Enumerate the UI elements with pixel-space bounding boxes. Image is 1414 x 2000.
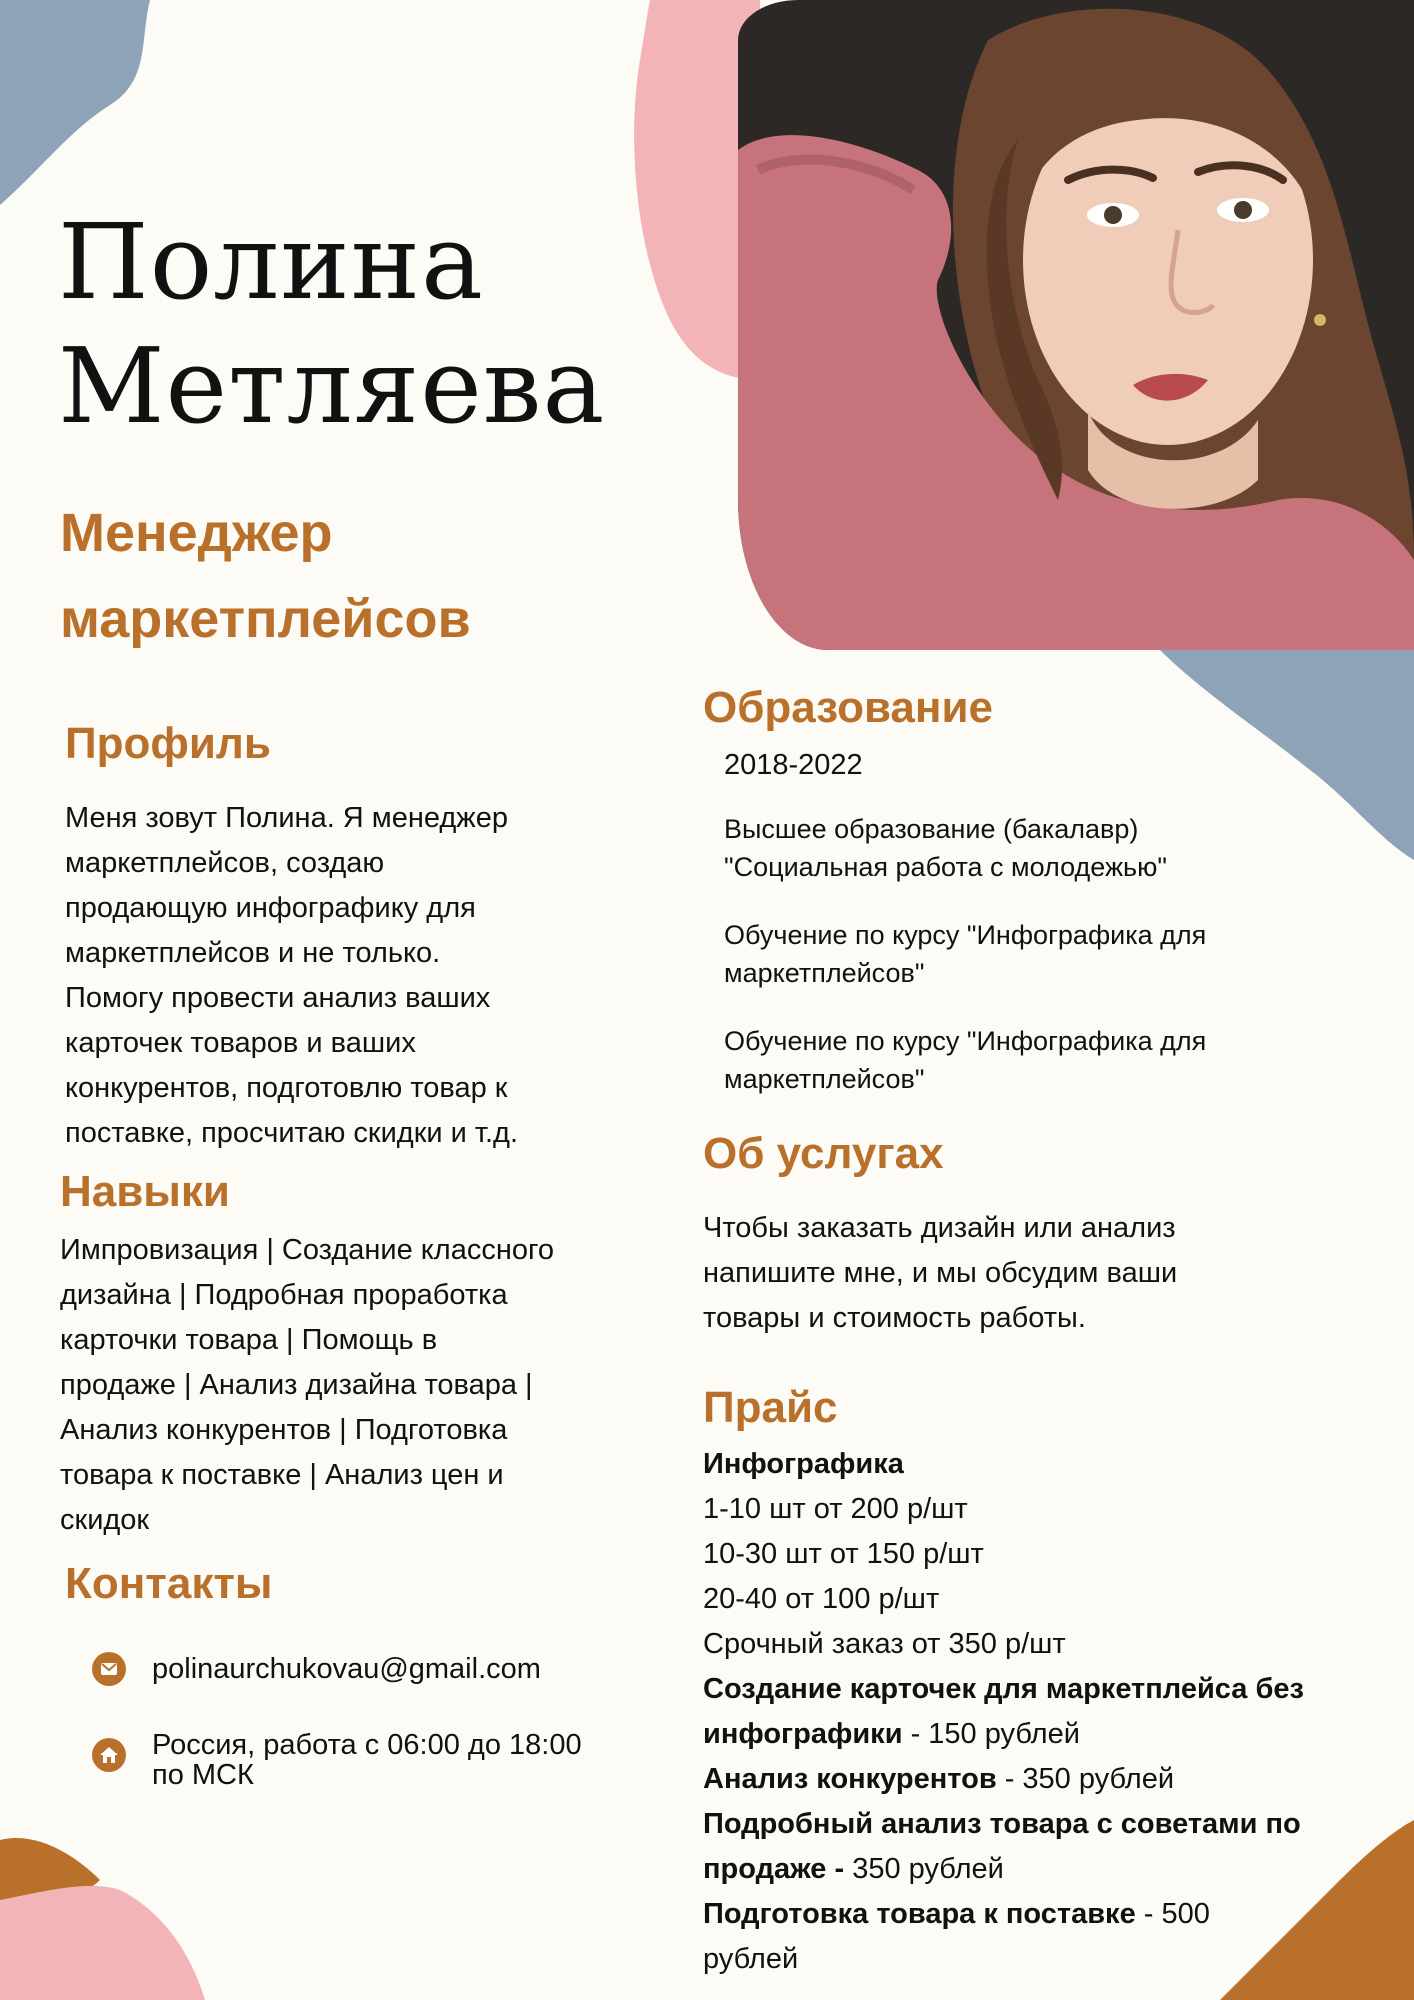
price-analysis-title-cont: продаже - — [703, 1853, 853, 1885]
education-item — [724, 810, 1383, 886]
education-item — [724, 916, 1383, 992]
skills-line: карточки товара | Помощь в — [60, 1324, 438, 1356]
mail-icon — [92, 1652, 126, 1686]
education-item-line: Обучение по курсу "Инфографика для — [724, 920, 1207, 950]
slate-blob-top-left — [0, 0, 150, 205]
profile-line: продающую инфографику для — [65, 892, 476, 924]
profile-line: карточек товаров и ваших — [65, 1027, 416, 1059]
price-analysis-value: 350 рублей — [852, 1853, 1004, 1885]
first-name: Полина — [58, 201, 485, 323]
price-item: Срочный заказ от 350 р/шт — [703, 1628, 1066, 1660]
education-item-line: Высшее образование (бакалавр) — [724, 814, 1139, 844]
skills-line: продаже | Анализ дизайна товара | — [60, 1369, 533, 1401]
price-competitors-row — [703, 1757, 1393, 1802]
profile-line: конкурентов, подготовлю товар к — [65, 1072, 508, 1104]
contact-address-row — [92, 1730, 582, 1790]
profile-photo — [738, 0, 1414, 650]
price-prep-row — [703, 1892, 1393, 1937]
education-item-line: маркетплейсов" — [724, 958, 925, 988]
price-card-row — [703, 1712, 1393, 1757]
profile-section — [65, 716, 665, 1156]
price-prep-value-cont: рублей — [703, 1943, 799, 1975]
profile-line: поставке, просчитаю скидки и т.д. — [65, 1117, 519, 1149]
price-card-title: Создание карточек для маркетплейса без — [703, 1673, 1304, 1705]
price-prep-value: - 500 — [1135, 1898, 1210, 1930]
price-item: 20-40 от 100 р/шт — [703, 1583, 940, 1615]
services-line: Чтобы заказать дизайн или анализ — [703, 1212, 1176, 1244]
education-item-line: Обучение по курсу "Инфографика для — [724, 1026, 1207, 1056]
skills-line: товара к поставке | Анализ цен и — [60, 1459, 504, 1491]
price-competitors-value: - 350 рублей — [996, 1763, 1175, 1795]
price-heading: Прайс — [703, 1383, 838, 1432]
job-title-line1: Менеджер — [60, 503, 333, 563]
education-item-line: маркетплейсов" — [724, 1064, 925, 1094]
price-list — [703, 1442, 1393, 1982]
home-icon — [92, 1738, 126, 1772]
skills-section — [60, 1164, 660, 1543]
portrait-illustration — [738, 0, 1414, 650]
skills-text — [60, 1228, 660, 1543]
skills-line: скидок — [60, 1504, 150, 1536]
profile-heading: Профиль — [65, 719, 271, 768]
job-title-line2: маркетплейсов — [60, 589, 471, 649]
price-item: 10-30 шт от 150 р/шт — [703, 1538, 984, 1570]
education-years: 2018-2022 — [724, 749, 863, 781]
price-prep-title: Подготовка товара к поставке — [703, 1898, 1136, 1930]
skills-line: дизайна | Подробная проработка — [60, 1279, 508, 1311]
price-section — [703, 1380, 1393, 1982]
services-section — [703, 1126, 1383, 1341]
education-section — [703, 680, 1383, 1098]
price-item: 1-10 шт от 200 р/шт — [703, 1493, 968, 1525]
contact-email-row[interactable] — [92, 1652, 541, 1686]
price-analysis-row — [703, 1847, 1393, 1892]
price-card-title-cont: инфографики — [703, 1718, 903, 1750]
profile-line: Помогу провести анализ ваших — [65, 982, 491, 1014]
services-heading: Об услугах — [703, 1129, 944, 1178]
full-name — [58, 200, 605, 448]
contact-address-line1: Россия, работа с 06:00 до 18:00 — [152, 1729, 582, 1761]
contact-email[interactable]: polinaurchukovau@gmail.com — [152, 1653, 541, 1685]
skills-line: Импровизация | Создание классного — [60, 1234, 555, 1266]
pink-blob-bottom-left — [0, 1886, 205, 2000]
contact-address — [152, 1730, 582, 1790]
profile-line: маркетплейсов и не только. — [65, 937, 441, 969]
skills-heading: Навыки — [60, 1167, 230, 1216]
education-heading: Образование — [703, 683, 993, 732]
contacts-section — [65, 1556, 665, 1612]
education-item — [724, 1022, 1383, 1098]
services-line: напишите мне, и мы обсудим ваши — [703, 1257, 1178, 1289]
education-item-line: "Социальная работа с молодежью" — [724, 852, 1167, 882]
job-title — [60, 490, 620, 662]
profile-text — [65, 796, 665, 1156]
price-competitors-title: Анализ конкурентов — [703, 1763, 997, 1795]
profile-line: маркетплейсов, создаю — [65, 847, 385, 879]
skills-line: Анализ конкурентов | Подготовка — [60, 1414, 508, 1446]
services-line: товары и стоимость работы. — [703, 1302, 1086, 1334]
contacts-heading: Контакты — [65, 1559, 273, 1608]
profile-line: Меня зовут Полина. Я менеджер — [65, 802, 508, 834]
price-infographics-title: Инфографика — [703, 1448, 904, 1480]
price-card-value: - 150 рублей — [902, 1718, 1080, 1750]
services-text — [703, 1206, 1383, 1341]
contact-address-line2: по МСК — [152, 1759, 254, 1791]
price-analysis-title: Подробный анализ товара с советами по — [703, 1808, 1301, 1840]
last-name: Метляева — [58, 325, 606, 447]
